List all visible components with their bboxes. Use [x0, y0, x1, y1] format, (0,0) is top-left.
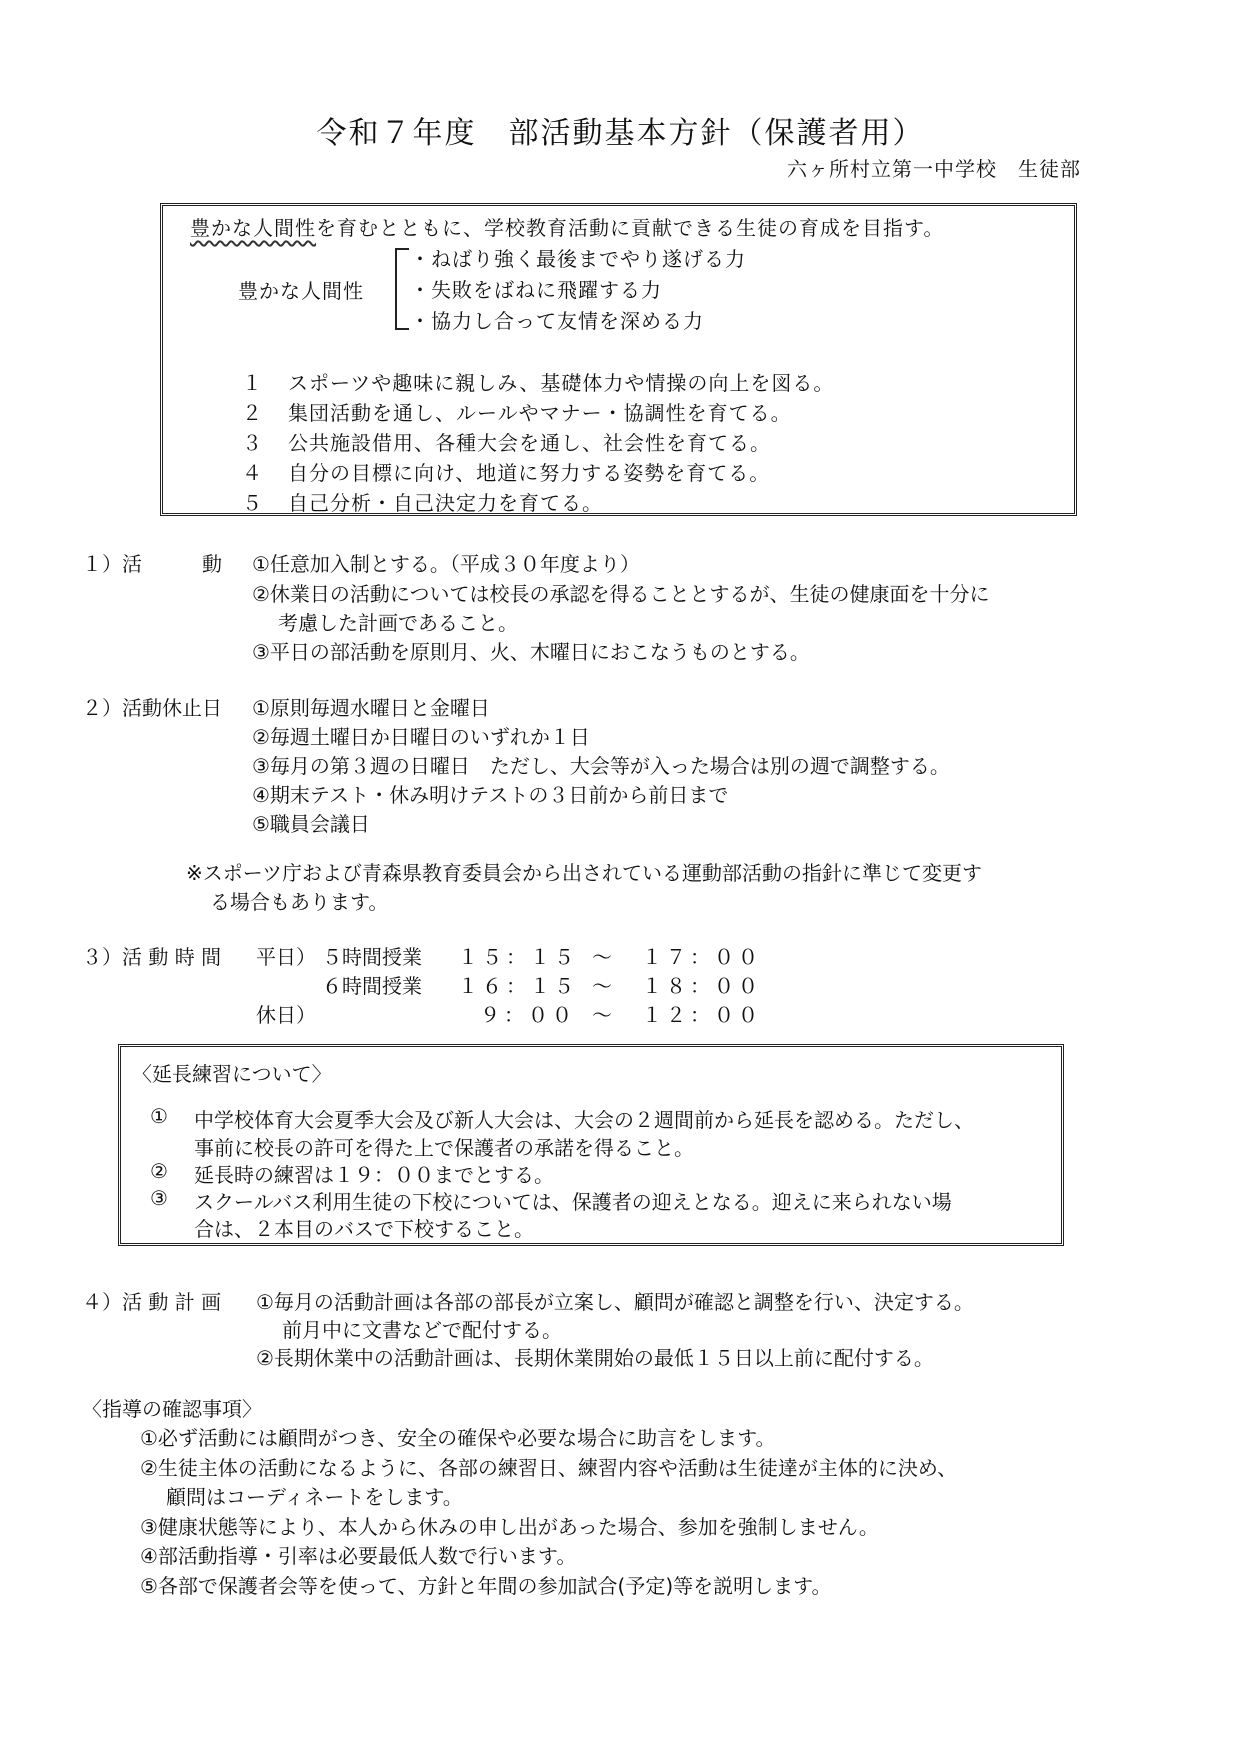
- school-name: 六ヶ所村立第一中学校 生徒部: [787, 157, 1081, 181]
- extended-item-number: ②: [150, 1159, 168, 1183]
- rest-day-note: ※スポーツ庁および青森県教育委員会から出されている運動部活動の指針に準じて変更す: [186, 861, 982, 885]
- hours-end: １２：００: [642, 1003, 762, 1027]
- guidance-line: ④部活動指導・引率は必要最低人数で行います。: [140, 1544, 577, 1568]
- rest-day-line: ⑤職員会議日: [252, 812, 370, 836]
- rest-day-line: ①原則毎週水曜日と金曜日: [252, 696, 490, 720]
- plan-line: 前月中に文書などで配付する。: [282, 1318, 562, 1342]
- extended-item-line: 中学校体育大会夏季大会及び新人大会は、大会の２週間前から延長を認める。ただし、: [194, 1108, 974, 1132]
- guidance-line: ②生徒主体の活動になるように、各部の練習日、練習内容や活動は生徒達が主体的に決め、: [140, 1456, 958, 1480]
- section-hours-label: ３）活 動 時 間: [82, 945, 222, 969]
- aim-text: スポーツや趣味に親しみ、基礎体力や情操の向上を図る。: [288, 371, 835, 395]
- rest-day-note: る場合もあります。: [210, 890, 389, 914]
- extended-item-line: 事前に校長の許可を得た上で保護者の承諾を得ること。: [194, 1136, 694, 1160]
- hours-start: １６：１５: [458, 974, 578, 998]
- aim-number: ３: [242, 431, 263, 455]
- guidance-line: ①必ず活動には顧問がつき、安全の確保や必要な場合に助言をします。: [140, 1426, 776, 1450]
- hours-end: １８：００: [642, 974, 762, 998]
- page-title: 令和７年度 部活動基本方針（保護者用）: [316, 116, 925, 151]
- holiday-label: 休日）: [256, 1003, 316, 1027]
- hours-start: ９：００: [480, 1003, 576, 1027]
- hours-tilde: ～: [592, 1003, 612, 1027]
- section-plan-label: ４）活 動 計 画: [82, 1290, 222, 1314]
- aim-text: 集団活動を通し、ルールやマナー・協調性を育てる。: [288, 401, 792, 425]
- goal-statement: [190, 212, 944, 241]
- extended-item-line: スクールバス利用生徒の下校については、保護者の迎えとなる。迎えに来られない場: [194, 1190, 952, 1214]
- aim-number: １: [242, 371, 263, 395]
- aim-number: ４: [242, 461, 263, 485]
- section-rest-day-label: ２）活動休止日: [82, 696, 222, 720]
- guidance-heading: 〈指導の確認事項〉: [82, 1397, 262, 1421]
- aim-text: 自己分析・自己決定力を育てる。: [288, 491, 603, 515]
- humanity-label: 豊かな人間性: [238, 279, 364, 303]
- activity-line: ②休業日の活動については校長の承認を得ることとするが、生徒の健康面を十分に: [252, 582, 990, 606]
- hours-row-name: ６時間授業: [322, 974, 422, 998]
- rest-day-line: ④期末テスト・休み明けテストの３日前から前日まで: [252, 783, 729, 807]
- aim-text: 公共施設借用、各種大会を通し、社会性を育てる。: [288, 431, 771, 455]
- plan-line: ①毎月の活動計画は各部の部長が立案し、顧問が確認と調整を行い、決定する。: [256, 1290, 974, 1314]
- humanity-item: ・ねばり強く最後までやり遂げる力: [410, 247, 746, 271]
- guidance-line: ③健康状態等により、本人から休みの申し出があった場合、参加を強制しません。: [140, 1515, 879, 1539]
- extended-item-line: 延長時の練習は１９：００までとする。: [194, 1163, 554, 1187]
- rest-day-line: ③毎月の第３週の日曜日 ただし、大会等が入った場合は別の週で調整する。: [252, 754, 950, 778]
- extended-item-number: ③: [150, 1186, 168, 1210]
- extended-heading: 〈延長練習について〉: [132, 1062, 332, 1086]
- humanity-bracket: [395, 248, 409, 330]
- activity-line: ③平日の部活動を原則月、火、木曜日におこなうものとする。: [252, 640, 810, 664]
- guidance-line: ⑤各部で保護者会等を使って、方針と年間の参加試合(予定)等を説明します。: [140, 1574, 832, 1598]
- aim-number: ２: [242, 401, 263, 425]
- extended-item-line: 合は、２本目のバスで下校すること。: [194, 1217, 534, 1241]
- activity-line: 考慮した計画であること。: [278, 611, 518, 635]
- goal-underlined: 豊かな人間性: [190, 216, 316, 240]
- hours-tilde: ～: [592, 974, 612, 998]
- humanity-item: ・協力し合って友情を深める力: [410, 309, 704, 333]
- humanity-item: ・失敗をばねに飛躍する力: [410, 278, 662, 302]
- hours-end: １７：００: [642, 945, 762, 969]
- hours-start: １５：１５: [458, 945, 578, 969]
- aim-text: 自分の目標に向け、地道に努力する姿勢を育てる。: [288, 461, 771, 485]
- weekday-label: 平日）: [256, 945, 316, 969]
- goal-rest: を育むとともに、学校教育活動に貢献できる生徒の育成を目指す。: [316, 216, 945, 240]
- hours-tilde: ～: [592, 945, 612, 969]
- guidance-line: 顧問はコーディネートをします。: [166, 1485, 463, 1509]
- plan-line: ②長期休業中の活動計画は、長期休業開始の最低１５日以上前に配付する。: [256, 1346, 934, 1370]
- extended-item-number: ①: [150, 1104, 168, 1128]
- hours-row-name: ５時間授業: [322, 945, 422, 969]
- rest-day-line: ②毎週土曜日か日曜日のいずれか１日: [252, 725, 590, 749]
- activity-line: ①任意加入制とする。（平成３０年度より）: [252, 552, 640, 576]
- section-activity-label: １）活 動: [82, 552, 222, 576]
- aim-number: ５: [242, 491, 263, 515]
